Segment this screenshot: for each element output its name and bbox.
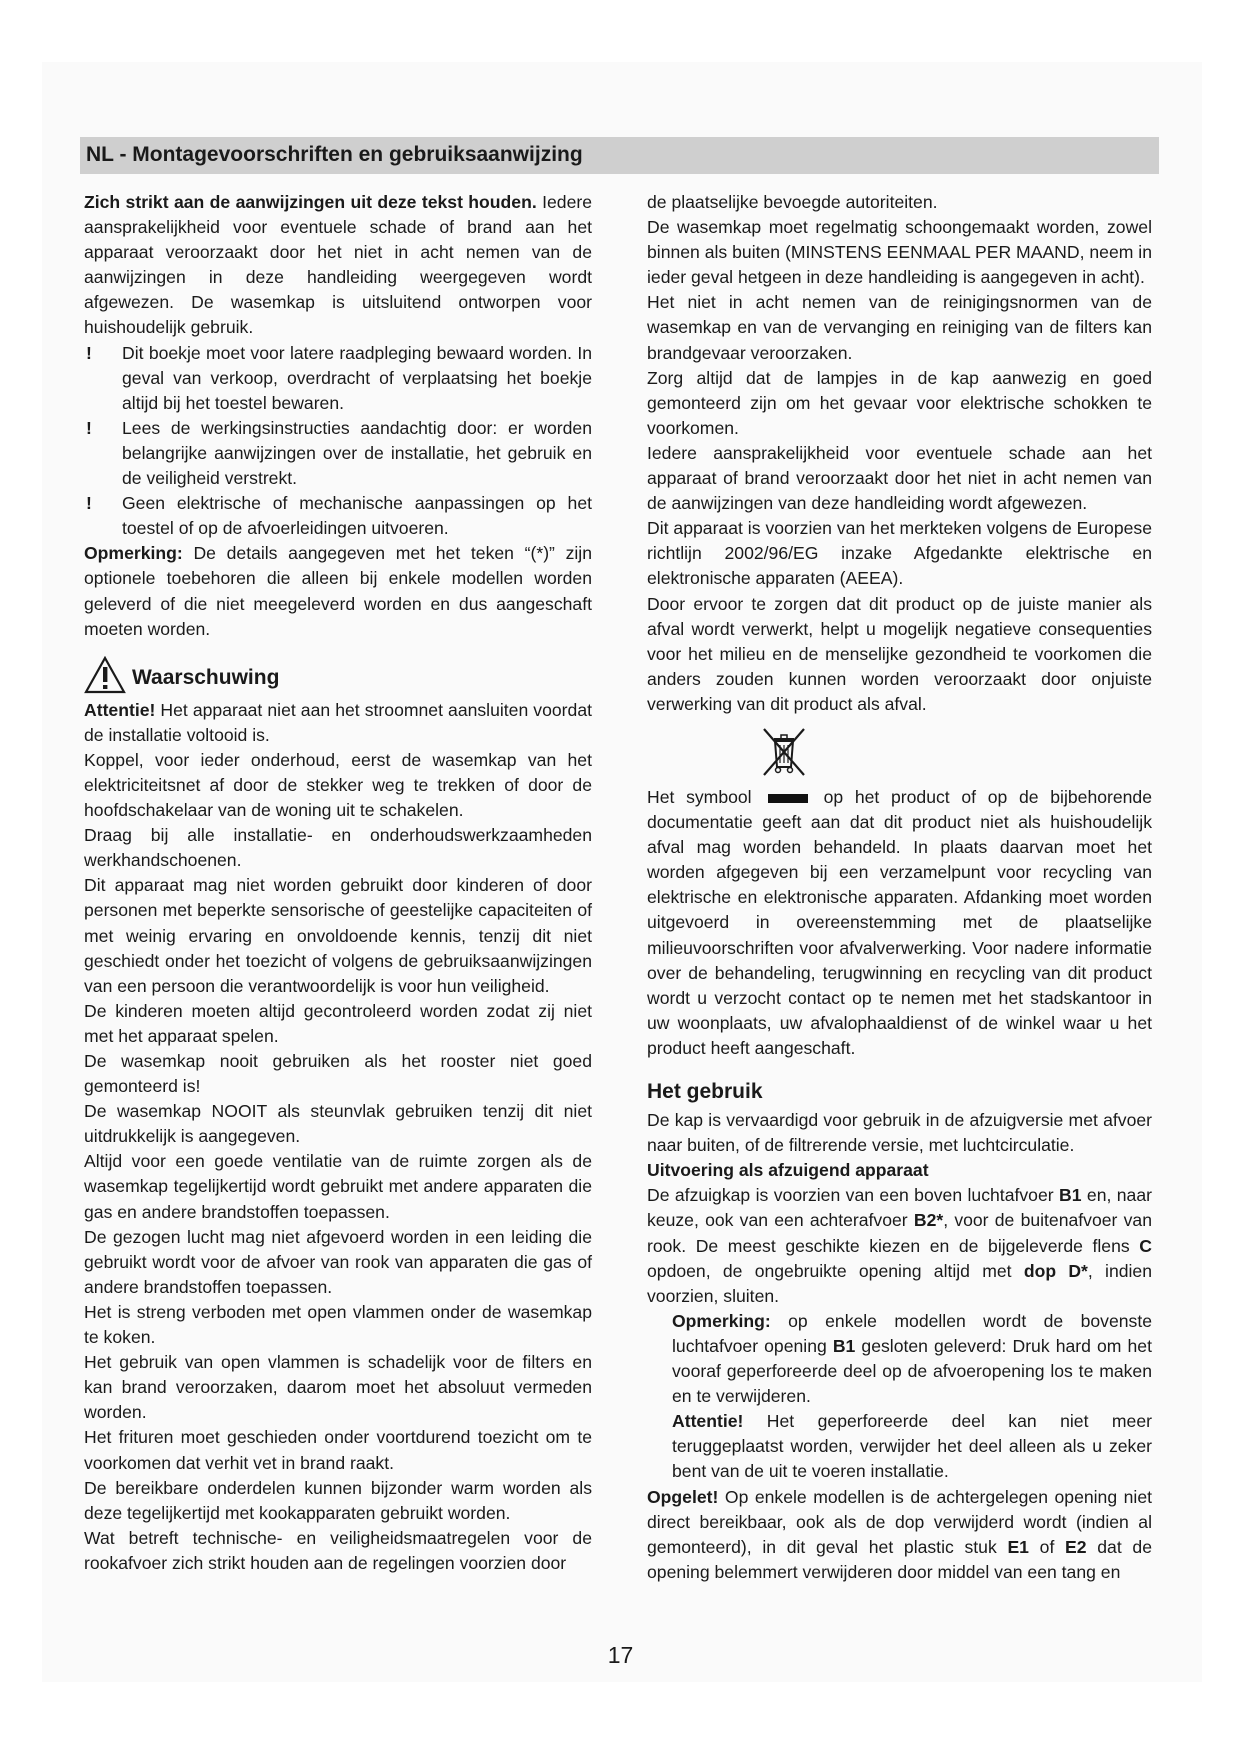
body-paragraph: Wat betreft technische- en veiligheidsmaatregelen voor de rookafvoer zich strikt houden aan de regelingen voorzien door <box>84 1527 592 1573</box>
attention-text: Het apparaat niet aan het stroomnet aansluiten voordat de installatie voltooid is. <box>84 699 592 745</box>
list-item-text: Dit boekje moet voor latere raadpleging bewaard worden. In geval van verkoop, overdracht of verplaatsing het boekje altijd bij het toestel bewaren. <box>122 342 592 413</box>
text-run: De afzuigkap is voorzien van een boven luchtafvoer <box>647 1185 1059 1206</box>
body-paragraph: De kinderen moeten altijd gecontroleerd worden zodat zij niet met het apparaat spelen. <box>84 1000 592 1046</box>
attention2-paragraph <box>647 1409 1152 1484</box>
body-paragraph: Iedere aansprakelijkheid voor eventuele schade aan het apparaat of brand veroorzaakt door het niet in acht nemen van de aanwijzingen van deze handleiding wordt afgewezen. <box>647 442 1152 514</box>
attention-label: Attentie! <box>84 699 156 720</box>
warning-triangle-icon <box>84 656 126 694</box>
attention-paragraph <box>84 698 592 748</box>
black-bar-symbol <box>768 794 808 803</box>
note2-paragraph <box>647 1309 1152 1409</box>
ref-b2: B2* <box>913 1210 944 1231</box>
ref-e2: E2 <box>1065 1536 1087 1557</box>
ref-dop: dop D* <box>1023 1260 1088 1281</box>
exhaust-title-text: Uitvoering als afzuigend apparaat <box>647 1160 929 1181</box>
body-paragraph: De gezogen lucht mag niet afgevoerd worden in een leiding die gebruikt wordt voor de afvoer van rook van apparaten die gas of andere brandstoffen toepassen. <box>84 1226 592 1297</box>
section-header-bar <box>80 137 1159 174</box>
body-paragraph: Door ervoor te zorgen dat dit product op de juiste manier als afval wordt verwerkt, helpt u mogelijk negatieve consequenties voor het milieu en de menselijke gezondheid te voorkomen die anders zouden kunnen worden veroorzaakt door onjuiste verwerking van dit product als afval. <box>647 593 1152 714</box>
exhaust-title <box>647 1158 1152 1183</box>
text-run: en, naar keuze, ook van een achterafvoer <box>647 1185 1152 1231</box>
body-paragraph: Koppel, voor ieder onderhoud, eerst de wasemkap van het elektriciteitsnet af door de stekker weg te trekken of door de hoofdschakelaar van de woning uit te schakelen. <box>84 749 592 821</box>
page-number: 17 <box>607 1642 634 1668</box>
note2-label: Opmerking: <box>672 1310 771 1331</box>
body-paragraph: Het niet in acht nemen van de reinigingsnormen van de wasemkap en van de vervanging en reiniging van de filters kan brandgevaar veroorzaken. <box>647 292 1152 363</box>
page-title: NL - Montagevoorschriften en gebruiksaanwijzing <box>86 143 583 166</box>
text-run: of <box>1028 1536 1066 1557</box>
use-paragraph: De kap is vervaardigd voor gebruik in de afzuigversie met afvoer naar buiten, of de filtrerende versie, met luchtcirculatie. <box>647 1110 1152 1156</box>
body-paragraph: de plaatselijke bevoegde autoriteiten. <box>647 192 938 212</box>
body-paragraph: Het frituren moet geschieden onder voortdurend toezicht om te voorkomen dat verhit vet in brand raakt. <box>84 1427 592 1473</box>
intro-text: Iedere aansprakelijkheid voor eventuele schade of brand aan het apparaat veroorzaakt door het niet in acht nemen van de aanwijzingen in deze handleiding weergegeven wordt afgewezen. De wasemkap is uitsluitend ontworpen voor huishoudelijk gebruik. <box>84 192 592 338</box>
body-paragraph: Dit apparaat is voorzien van het merkteken volgens de Europese richtlijn 2002/96/EG inzake Afgedankte elektrische en elektronische apparaten (AEEA). <box>647 518 1152 589</box>
body-paragraph: De bereikbare onderdelen kunnen bijzonder warm worden als deze tegelijkertijd met kookapparaten gebruikt worden. <box>84 1477 592 1523</box>
warning-heading <box>84 656 592 696</box>
use-title: Het gebruik <box>647 1080 763 1103</box>
list-item <box>84 491 592 541</box>
symbol-text-before: Het symbool <box>647 786 752 807</box>
body-paragraph: De wasemkap NOOIT als steunvlak gebruiken tenzij dit niet uitdrukkelijk is aangegeven. <box>84 1101 592 1147</box>
note-text: De details aangegeven met het teken “(*)” zijn optionele toebehoren die alleen bij enkele modellen worden geleverd of die niet meegeleverd worden en dus aangeschaft moeten worden. <box>84 543 593 639</box>
caution-paragraph <box>647 1485 1152 1585</box>
crossed-out-bin-icon <box>756 723 812 779</box>
ref-b1: B1 <box>1059 1185 1082 1206</box>
body-paragraph: De wasemkap moet regelmatig schoongemaakt worden, zowel binnen als buiten (MINSTENS EENMAAL PER MAAND, neem in ieder geval hetgeen in deze handleiding is aangegeven in acht). <box>647 217 1152 288</box>
body-paragraph: Dit apparaat mag niet worden gebruikt door kinderen of door personen met beperkte sensorische of geestelijke capaciteiten of met weinig ervaring en onvoldoende kennis, tenzij dit niet geschiedt onder het toezicht of volgens de gebruiksaanwijzingen van een persoon die verantwoordelijk is voor hun veiligheid. <box>84 875 592 996</box>
caution-label: Opgelet! <box>647 1486 719 1507</box>
right-column <box>647 190 1152 1585</box>
symbol-paragraph <box>647 785 1152 1061</box>
body-paragraph: De wasemkap nooit gebruiken als het rooster niet goed gemonteerd is! <box>84 1051 592 1097</box>
note-paragraph <box>84 541 592 641</box>
text-run: op enkele modellen wordt de bovenste luchtafvoer opening <box>672 1310 1152 1356</box>
attention2-label: Attentie! <box>672 1411 744 1432</box>
text-run: Het geperforeerde deel kan niet meer teruggeplaatst worden, verwijder het deel alleen als u zeker bent van de uit te voeren installatie. <box>672 1411 1152 1482</box>
intro-bold: Zich strikt aan de aanwijzingen uit deze tekst houden. <box>84 192 537 212</box>
list-item-text: Lees de werkingsinstructies aandachtig door: er worden belangrijke aanwijzingen over de installatie, het gebruik en de veiligheid verstrekt. <box>122 417 592 489</box>
intro-paragraph <box>84 190 592 341</box>
ref-b1: B1 <box>832 1335 856 1356</box>
body-paragraph: Zorg altijd dat de lampjes in de kap aanwezig en goed gemonteerd zijn om het gevaar voor elektrische schokken te voorkomen. <box>647 367 1152 438</box>
list-item <box>84 416 592 491</box>
text-run: Op enkele modellen is de achtergelegen opening niet direct bereikbaar, ook als de dop verwijderd wordt (indien al gemonteerd), in dit geval het plastic stuk <box>647 1486 1152 1557</box>
text-run: gesloten geleverd: Druk hard om het vooraf geperforeerde deel op de afvoeropening los te maken en te verwijderen. <box>672 1335 1152 1407</box>
ref-e1: E1 <box>1007 1536 1029 1557</box>
ref-c: C <box>1139 1235 1152 1256</box>
symbol-text-after: op het product of op de bijbehorende documentatie geeft aan dat dit product niet als huishoudelijk afval mag worden behandeld. In plaats daarvan moet het worden afgegeven bij een verzamelpunt voor recycling van elektrische en elektronische apparaten. Afdanking moet worden uitgevoerd in overeenstemming met de plaatselijke milieuvoorschriften voor afvalverwerking. Voor nadere informatie over de behandeling, terugwinning en recycling van dit product wordt u verzocht contact op te nemen met het stadskantoor in uw woonplaats, uw afvalophaaldienst of de winkel waar u het product heeft aangeschaft. <box>647 786 1153 1058</box>
list-item-text: Geen elektrische of mechanische aanpassingen op het toestel of op de afvoerleidingen uitvoeren. <box>122 493 592 539</box>
note-label: Opmerking: <box>84 543 183 564</box>
body-paragraph: Het is streng verboden met open vlammen onder de wasemkap te koken. <box>84 1301 592 1348</box>
text-run: , indien voorzien, sluiten. <box>647 1260 1152 1306</box>
body-paragraph: Draag bij alle installatie- en onderhoudswerkzaamheden werkhandschoenen. <box>84 825 592 871</box>
exclamation-icon: ! <box>86 493 92 514</box>
exclamation-icon: ! <box>86 342 92 363</box>
text-run: , voor de buitenafvoer van rook. De meest geschikte kiezen en de bijgeleverde flens <box>647 1210 1152 1256</box>
left-column <box>84 190 592 1576</box>
body-paragraph: Het gebruik van open vlammen is schadelijk voor de filters en kan brand veroorzaken, daarom moet het absoluut vermeden worden. <box>84 1352 592 1423</box>
warning-title: Waarschuwing <box>132 665 280 689</box>
exhaust-paragraph <box>647 1183 1152 1308</box>
text-run: dat de opening belemmert verwijderen door middel van een tang en <box>647 1536 1152 1582</box>
text-run: opdoen, de ongebruikte opening altijd met <box>647 1260 1024 1281</box>
body-paragraph: Altijd voor een goede ventilatie van de ruimte zorgen als de wasemkap tegelijkertijd wordt gebruikt met andere apparaten die gas en andere brandstoffen toepassen. <box>84 1151 592 1222</box>
exclamation-icon: ! <box>86 417 92 438</box>
list-item <box>84 341 592 416</box>
